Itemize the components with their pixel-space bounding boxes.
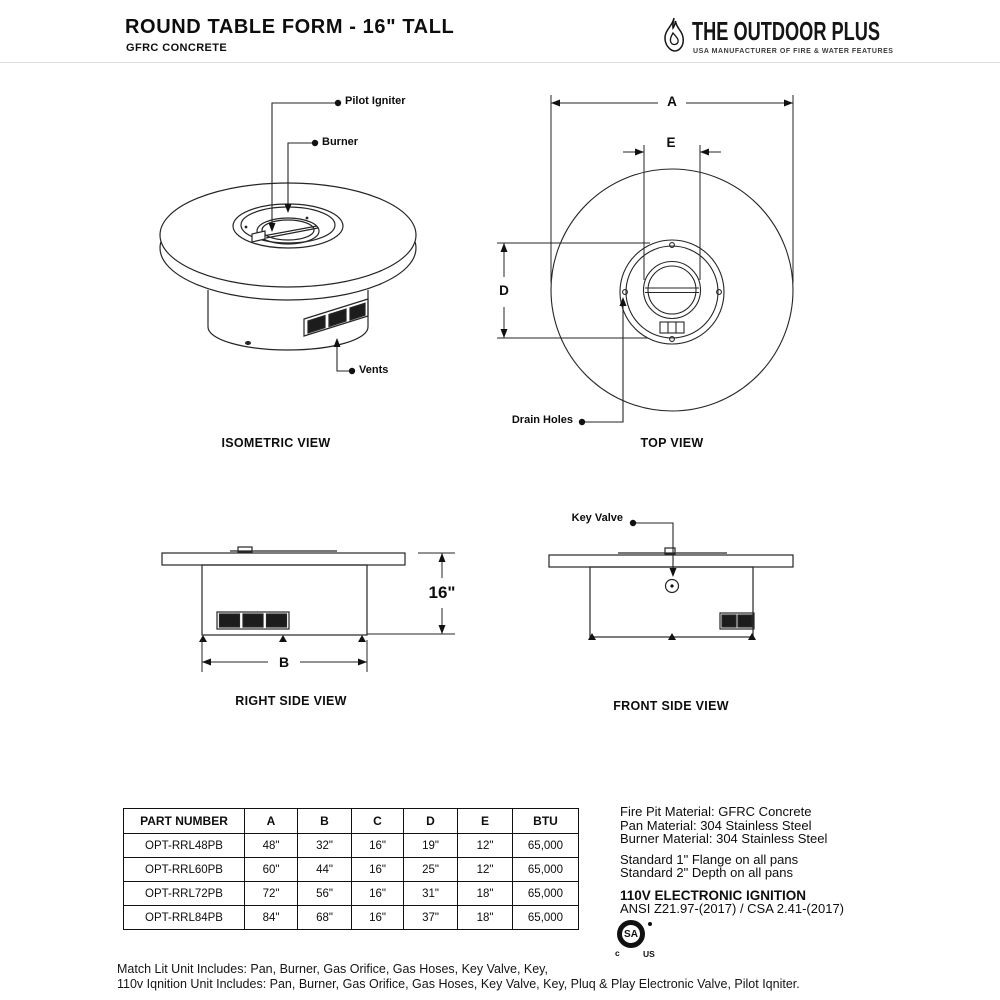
fire-pit-isometric [160, 100, 416, 374]
csa-circle-icon [617, 920, 645, 948]
fire-pit-front-side [549, 520, 793, 640]
dim-cell: 48" [245, 834, 298, 858]
dim-e-label: E [666, 135, 676, 150]
col-header: A [245, 809, 298, 834]
table-top-circle [551, 169, 793, 411]
dim-cell: 37" [404, 906, 458, 930]
fire-pit-top [497, 95, 793, 425]
page-title: ROUND TABLE FORM - 16" TALL [125, 16, 455, 38]
header-divider [0, 62, 1000, 63]
csa-c-label: c [615, 948, 620, 958]
dim-cell: 12" [458, 858, 513, 882]
arrowhead [334, 338, 341, 347]
part-number-cell: OPT-RRL48PB [124, 834, 245, 858]
dim-cell: 18" [458, 882, 513, 906]
btu-cell: 65,000 [513, 834, 579, 858]
col-header: PART NUMBER [124, 809, 245, 834]
arrowhead [784, 100, 793, 107]
burner-label: Burner [322, 136, 359, 148]
arrowhead [501, 243, 508, 252]
vents-bullet [349, 368, 355, 374]
specs-block [620, 805, 950, 916]
dim-cell: 16" [352, 906, 404, 930]
col-header: B [298, 809, 352, 834]
drain-holes-bullet [579, 419, 585, 425]
vents-label: Vents [359, 364, 389, 376]
dim-d-label: D [499, 283, 509, 298]
part-number-cell: OPT-RRL72PB [124, 882, 245, 906]
key-valve-box [660, 322, 684, 333]
csa-us-label: US [643, 949, 655, 959]
dim-cell: 16" [352, 882, 404, 906]
btu-cell: 65,000 [513, 858, 579, 882]
standard-depth: Standard 2" Depth on all pans [620, 865, 794, 880]
registered-mark-dot [648, 922, 652, 926]
standards-block [620, 853, 950, 880]
drain-holes-leader [579, 297, 627, 425]
arrowhead [551, 100, 560, 107]
key-valve-knob [666, 580, 679, 593]
feet [199, 635, 366, 642]
spec-table-header-row [124, 809, 579, 834]
ignition-standard: ANSI Z21.97-(2017) / CSA 2.41-(2017) [620, 901, 845, 916]
table-row [124, 906, 579, 930]
brand-tagline: USA MANUFACTURER OF FIRE & WATER FEATURES [693, 48, 894, 55]
vent-grille [720, 613, 754, 629]
col-header: C [352, 809, 404, 834]
drain-holes-label: Drain Holes [511, 414, 573, 426]
brand-name: THE OUTDOOR PLUS [692, 16, 881, 46]
csa-sa-text: SA [624, 928, 638, 940]
btu-cell: 65,000 [513, 882, 579, 906]
arrowhead [439, 553, 446, 562]
burner-circle [644, 262, 701, 319]
arrowhead [439, 625, 446, 634]
dim-height-label: 16" [428, 583, 456, 602]
ignition-title: 110V ELECTRONIC IGNITION [620, 887, 807, 903]
table-row [124, 834, 579, 858]
right-side-view-drawing [150, 520, 470, 690]
table-top-slab [549, 555, 793, 567]
arrowhead [358, 659, 367, 666]
pan-material: Pan Material: 304 Stainless Steel [620, 817, 812, 833]
part-number-cell: OPT-RRL60PB [124, 858, 245, 882]
csa-mark [615, 918, 665, 960]
dim-cell: 56" [298, 882, 352, 906]
standard-flange: Standard 1" Flange on all pans [620, 851, 799, 867]
dim-cell: 12" [458, 834, 513, 858]
arrowhead [700, 149, 709, 156]
page-subtitle: GFRC CONCRETE [126, 42, 228, 54]
arrowhead [501, 329, 508, 338]
front-side-view-drawing [530, 510, 860, 690]
table-top-slab [162, 553, 405, 565]
vent-grille [304, 299, 368, 336]
dim-cell: 18" [458, 906, 513, 930]
pilot-igniter-label: Pilot Igniter [345, 95, 406, 107]
table-row [124, 858, 579, 882]
arrowhead [635, 149, 644, 156]
match-lit-includes-line: Match Lit Unit Includes: Pan, Burner, Gas Orifice, Gas Hoses, Key Valve, Key, [117, 962, 548, 976]
dim-cell: 60" [245, 858, 298, 882]
arrowhead [670, 568, 677, 577]
dimension-e [623, 145, 721, 280]
vent-grille [217, 612, 289, 629]
dim-cell: 44" [298, 858, 352, 882]
key-valve-bullet [630, 520, 636, 526]
dim-b-label: B [278, 654, 290, 670]
dim-cell: 84" [245, 906, 298, 930]
ignition-includes-line: 110v Iqnition Unit Includes: Pan, Burner, Gas Orifice, Gas Hoses, Key Valve, Key, Pluq & Play Electronic Valve, Pilot Iqniter. [117, 977, 800, 991]
dim-cell: 68" [298, 906, 352, 930]
col-header: BTU [513, 809, 579, 834]
isometric-view-caption: ISOMETRIC VIEW [221, 436, 331, 450]
dim-cell: 32" [298, 834, 352, 858]
key-valve-label: Key Valve [571, 512, 623, 524]
fire-pit-material: Fire Pit Material: GFRC Concrete [620, 804, 812, 819]
foot-dot [245, 341, 251, 345]
dim-cell: 31" [404, 882, 458, 906]
brand-logo [658, 14, 898, 60]
dim-cell: 19" [404, 834, 458, 858]
right-side-view-caption: RIGHT SIDE VIEW [235, 694, 347, 708]
btu-cell: 65,000 [513, 906, 579, 930]
part-number-cell: OPT-RRL84PB [124, 906, 245, 930]
dim-a-label: A [667, 94, 677, 109]
col-header: D [404, 809, 458, 834]
table-row [124, 882, 579, 906]
dim-cell: 72" [245, 882, 298, 906]
dim-cell: 16" [352, 858, 404, 882]
spec-table [123, 808, 579, 930]
front-side-view-caption: FRONT SIDE VIEW [613, 699, 729, 713]
footer [117, 962, 800, 992]
flame-icon [658, 16, 688, 56]
materials-block [620, 805, 950, 846]
dim-cell: 25" [404, 858, 458, 882]
col-header: E [458, 809, 513, 834]
dim-cell: 16" [352, 834, 404, 858]
isometric-view-drawing [120, 85, 480, 415]
top-view-caption: TOP VIEW [640, 436, 704, 450]
dimension-a [551, 95, 793, 283]
burner-material: Burner Material: 304 Stainless Steel [620, 831, 828, 846]
arrowhead [202, 659, 211, 666]
pilot-igniter-bullet [335, 100, 341, 106]
burner-bullet [312, 140, 318, 146]
fire-pit-right-side [162, 547, 455, 672]
